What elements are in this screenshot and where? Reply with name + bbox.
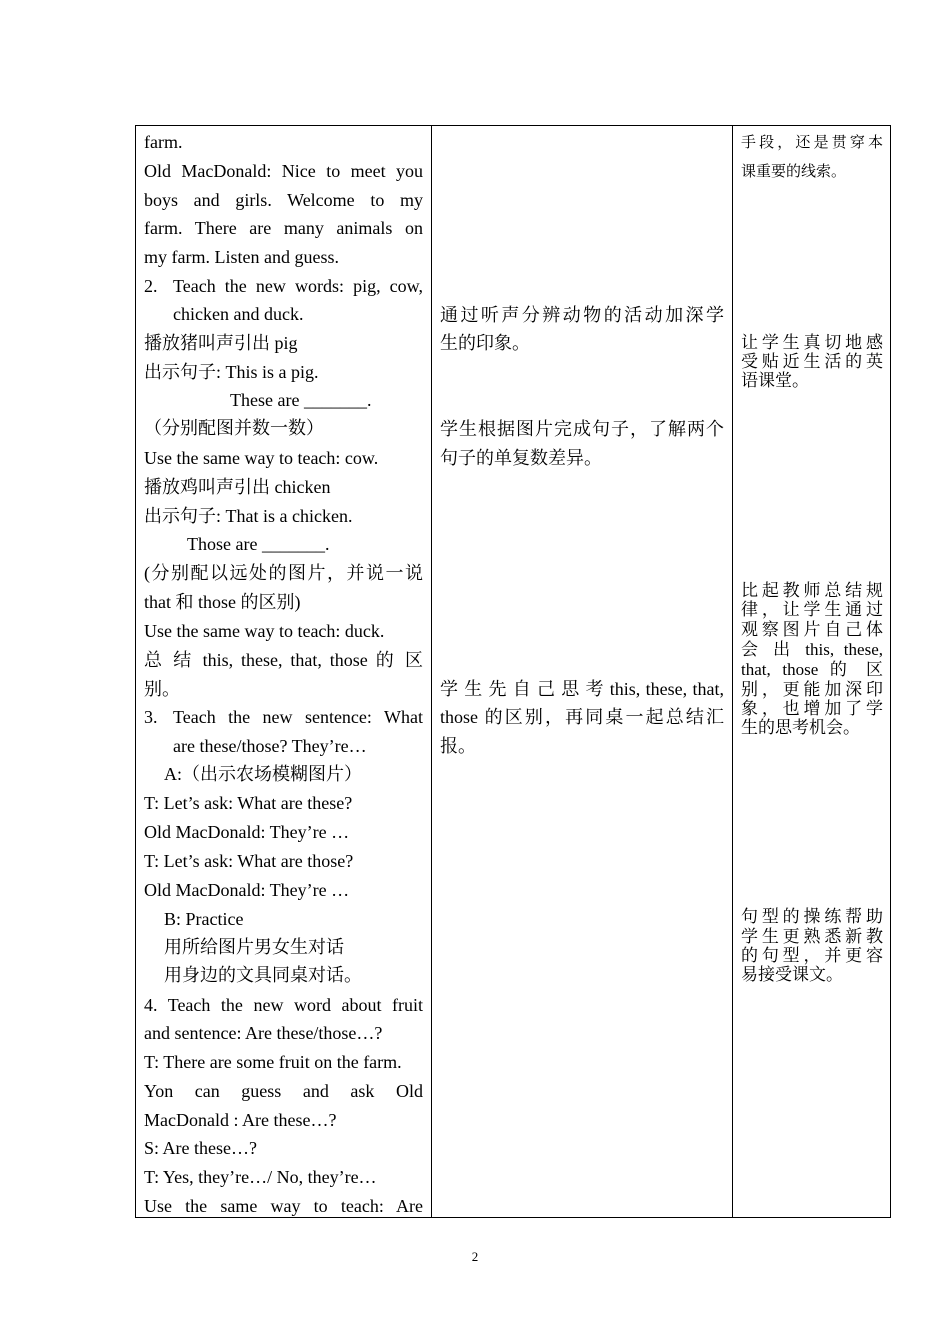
procedure-line: Those are _______. xyxy=(187,534,330,554)
procedure-line: Use the same way to teach: Are xyxy=(144,1196,423,1216)
procedure-line: These are _______. xyxy=(230,390,372,410)
procedure-line: 4. Teach the new word about fruit xyxy=(144,995,423,1015)
activity-line: 学 生 先 自 己 思 考 this, these, that, xyxy=(440,679,724,699)
procedure-line: MacDonald : Are these…? xyxy=(144,1110,337,1130)
procedure-line: farm. xyxy=(144,132,183,152)
intention-line: 语课堂。 xyxy=(741,371,809,390)
intention-line: that, those 的 区 xyxy=(741,660,883,679)
intention-line: 句型的操练帮助 xyxy=(741,907,883,926)
intention-line: 象，也增加了学 xyxy=(741,699,883,718)
activity-line: 学生根据图片完成句子，了解两个 xyxy=(440,419,724,439)
student-activity-cell xyxy=(440,126,724,1217)
lesson-plan-table xyxy=(135,125,891,1218)
procedure-line: Old MacDonald: Nice to meet you xyxy=(144,161,423,181)
list-number: 3. xyxy=(144,707,158,727)
procedure-line: Teach the new words: pig, cow, xyxy=(173,276,423,296)
procedure-line: Old MacDonald: They’re … xyxy=(144,822,350,842)
procedure-line: Use the same way to teach: duck. xyxy=(144,621,385,641)
intention-line: 会 出 this, these, xyxy=(741,640,883,659)
activity-line: 通过听声分辨动物的活动加深学 xyxy=(440,305,724,325)
procedure-line: A:（出示农场模糊图片） xyxy=(164,764,362,784)
procedure-line: 播放鸡叫声引出 chicken xyxy=(144,477,331,497)
procedure-line: and sentence: Are these/those…? xyxy=(144,1023,383,1043)
procedure-line: （分别配图并数一数） xyxy=(144,418,324,438)
procedure-line: my farm. Listen and guess. xyxy=(144,247,339,267)
activity-line: 生的印象。 xyxy=(440,333,530,353)
intention-line: 律，让学生通过 xyxy=(741,600,883,619)
activity-line: 报。 xyxy=(440,736,476,756)
intention-line: 易接受课文。 xyxy=(741,965,843,984)
intention-line: 受贴近生活的英 xyxy=(741,352,883,371)
procedure-line: 出示句子: That is a chicken. xyxy=(144,506,353,526)
intention-line: 别，更能加深印 xyxy=(741,680,883,699)
procedure-line: 别。 xyxy=(144,679,180,699)
list-number: 2. xyxy=(144,276,158,296)
procedure-line: chicken and duck. xyxy=(173,304,304,324)
intention-line: 学生更熟悉新教 xyxy=(741,927,883,946)
procedure-line: 出示句子: This is a pig. xyxy=(144,362,319,382)
procedure-line: 总 结 this, these, that, those 的 区 xyxy=(144,650,423,670)
intention-line: 比起教师总结规 xyxy=(741,581,883,600)
column-divider xyxy=(732,126,733,1217)
activity-line: those 的区别，再同桌一起总结汇 xyxy=(440,707,724,727)
intention-line: 生的思考机会。 xyxy=(741,718,860,737)
teaching-procedure-cell xyxy=(144,126,423,1217)
procedure-line: T: Let’s ask: What are those? xyxy=(144,851,354,871)
procedure-line: are these/those? They’re… xyxy=(173,736,367,756)
page-number: 2 xyxy=(471,1249,479,1264)
procedure-line: 用身边的文具同桌对话。 xyxy=(164,965,362,985)
procedure-line: T: Yes, they’re…/ No, they’re… xyxy=(144,1167,377,1187)
procedure-line: Use the same way to teach: cow. xyxy=(144,448,379,468)
procedure-line: that 和 those 的区别) xyxy=(144,592,301,612)
intention-line: 的句型，并更容 xyxy=(741,946,883,965)
procedure-line: Old MacDonald: They’re … xyxy=(144,880,350,900)
procedure-line: Teach the new sentence: What xyxy=(173,707,423,727)
procedure-line: (分别配以远处的图片，并说一说 xyxy=(144,563,423,583)
procedure-line: boys and girls. Welcome to my xyxy=(144,190,423,210)
intention-line: 观察图片自己体 xyxy=(741,620,883,639)
intention-line: 手段，还是贯穿本 xyxy=(741,135,883,151)
procedure-line: T: There are some fruit on the farm. xyxy=(144,1052,402,1072)
procedure-line: B: Practice xyxy=(164,909,244,929)
intention-line: 课重要的线索。 xyxy=(741,164,847,180)
design-intention-cell xyxy=(741,126,883,1217)
procedure-line: S: Are these…? xyxy=(144,1138,257,1158)
intention-line: 让学生真切地感 xyxy=(741,333,883,352)
procedure-line: T: Let’s ask: What are these? xyxy=(144,793,353,813)
procedure-line: farm. There are many animals on xyxy=(144,218,423,238)
procedure-line: 播放猪叫声引出 pig xyxy=(144,333,298,353)
activity-line: 句子的单复数差异。 xyxy=(440,448,602,468)
procedure-line: Yon can guess and ask Old xyxy=(144,1081,423,1101)
column-divider xyxy=(431,126,432,1217)
procedure-line: 用所给图片男女生对话 xyxy=(164,937,344,957)
